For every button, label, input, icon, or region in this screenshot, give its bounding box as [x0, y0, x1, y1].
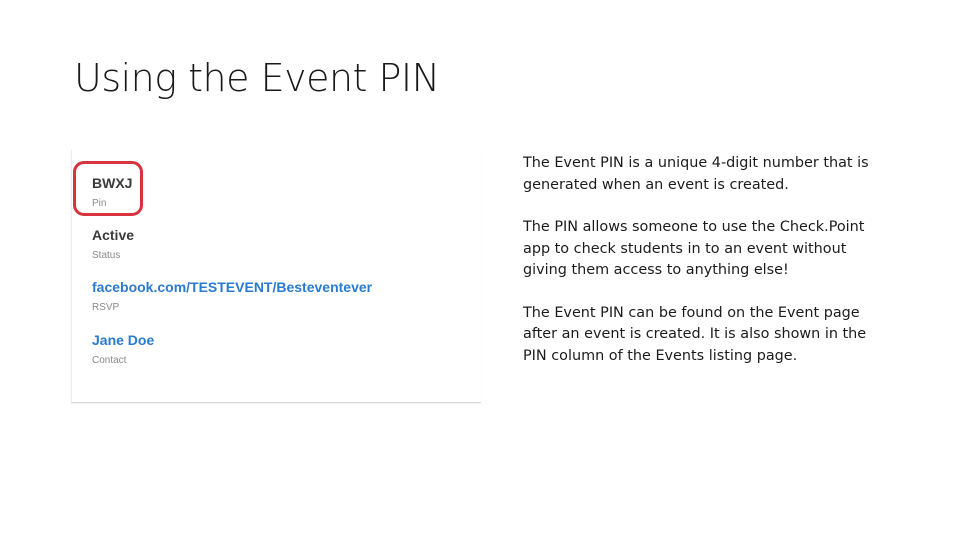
slide-title: Using the Event PIN — [74, 56, 440, 100]
rsvp-field — [92, 279, 372, 314]
rsvp-label: RSVP — [92, 302, 120, 313]
explanation-text — [523, 153, 883, 388]
contact-label: Contact — [92, 355, 127, 366]
pin-label: Pin — [92, 198, 107, 209]
event-details-screenshot — [71, 150, 481, 403]
paragraph-pin-location: The Event PIN can be found on the Event page after an event is created. It is also shown in the PIN column of the Events listing page. — [523, 304, 867, 364]
paragraph-pin-usage: The PIN allows someone to use the Check.Point app to check students in to an event without giving them access to anything else! — [523, 219, 865, 278]
contact-field — [92, 332, 154, 367]
pin-value: BWXJ — [92, 175, 133, 191]
status-label: Status — [92, 250, 121, 261]
paragraph-pin-definition: The Event PIN is a unique 4-digit number that is generated when an event is created. — [523, 155, 869, 193]
contact-link[interactable]: Jane Doe — [92, 332, 155, 348]
rsvp-link[interactable]: facebook.com/TESTEVENT/Besteventever — [92, 279, 373, 295]
status-field — [92, 227, 134, 262]
status-value: Active — [92, 227, 135, 243]
pin-field — [92, 175, 132, 210]
